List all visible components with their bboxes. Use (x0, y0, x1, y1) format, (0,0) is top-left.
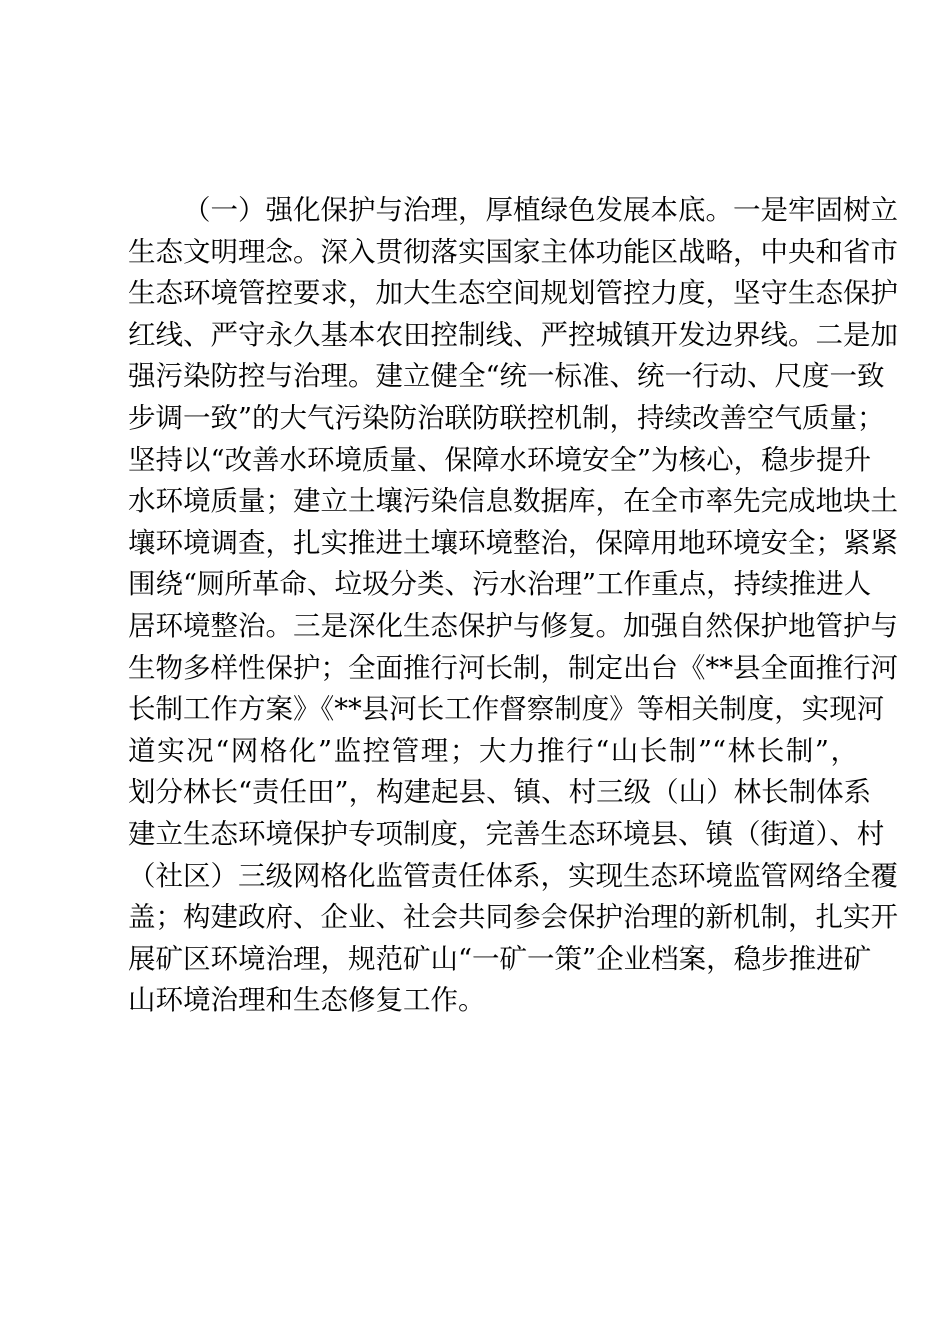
paragraph-line-3: 生态环境管控要求，加大生态空间规划管控力度，坚守生态保护 (128, 277, 898, 310)
paragraph-line-5: 强污染防控与治理。建立健全“统一标准、统一行动、尺度一致 (128, 360, 885, 393)
paragraph-line-15: 划分林长“责任田”，构建起县、镇、村三级（山）林长制体系 (128, 776, 872, 809)
paragraph-line-16: 建立生态环境保护专项制度，完善生态环境县、镇（街道）、村 (128, 817, 885, 850)
paragraph-line-12: 生物多样性保护；全面推行河长制，制定出台《**县全面推行河 (128, 651, 898, 684)
paragraph-line-1: （一）强化保护与治理，厚植绿色发展本底。一是牢固树立 (183, 194, 898, 226)
body-paragraph (128, 190, 898, 1022)
paragraph-line-4: 红线、严守永久基本农田控制线、严控城镇开发边界线。二是加 (128, 318, 898, 351)
paragraph-line-9: 壤环境调查，扎实推进土壤环境整治，保障用地环境安全；紧紧 (128, 526, 898, 559)
paragraph-line-17: （社区）三级网格化监管责任体系，实现生态环境监管网络全覆 (128, 859, 898, 892)
paragraph-line-10: 围绕“厕所革命、垃圾分类、污水治理”工作重点，持续推进人 (128, 568, 872, 601)
paragraph-line-11: 居环境整治。三是深化生态保护与修复。加强自然保护地管护与 (128, 609, 898, 642)
paragraph-line-18: 盖；构建政府、企业、社会共同参会保护治理的新机制，扎实开 (128, 901, 898, 934)
paragraph-line-7: 坚持以“改善水环境质量、保障水环境安全”为核心，稳步提升 (128, 443, 872, 476)
paragraph-line-8: 水环境质量；建立土壤污染信息数据库，在全市率先完成地块土 (128, 485, 898, 518)
paragraph-line-20: 山环境治理和生态修复工作。 (128, 984, 486, 1017)
paragraph-line-6: 步调一致”的大气污染防治联防联控机制，持续改善空气质量； (128, 401, 885, 434)
paragraph-line-13: 长制工作方案》《**县河长工作督察制度》等相关制度，实现河 (128, 693, 885, 726)
paragraph-line-19: 展矿区环境治理，规范矿山“一矿一策”企业档案，稳步推进矿 (128, 942, 872, 975)
paragraph-line-14: 道实况“网格化”监控管理；大力推行“山长制”“林长制”， (128, 734, 858, 767)
paragraph-line-2: 生态文明理念。深入贯彻落实国家主体功能区战略，中央和省市 (128, 235, 898, 268)
